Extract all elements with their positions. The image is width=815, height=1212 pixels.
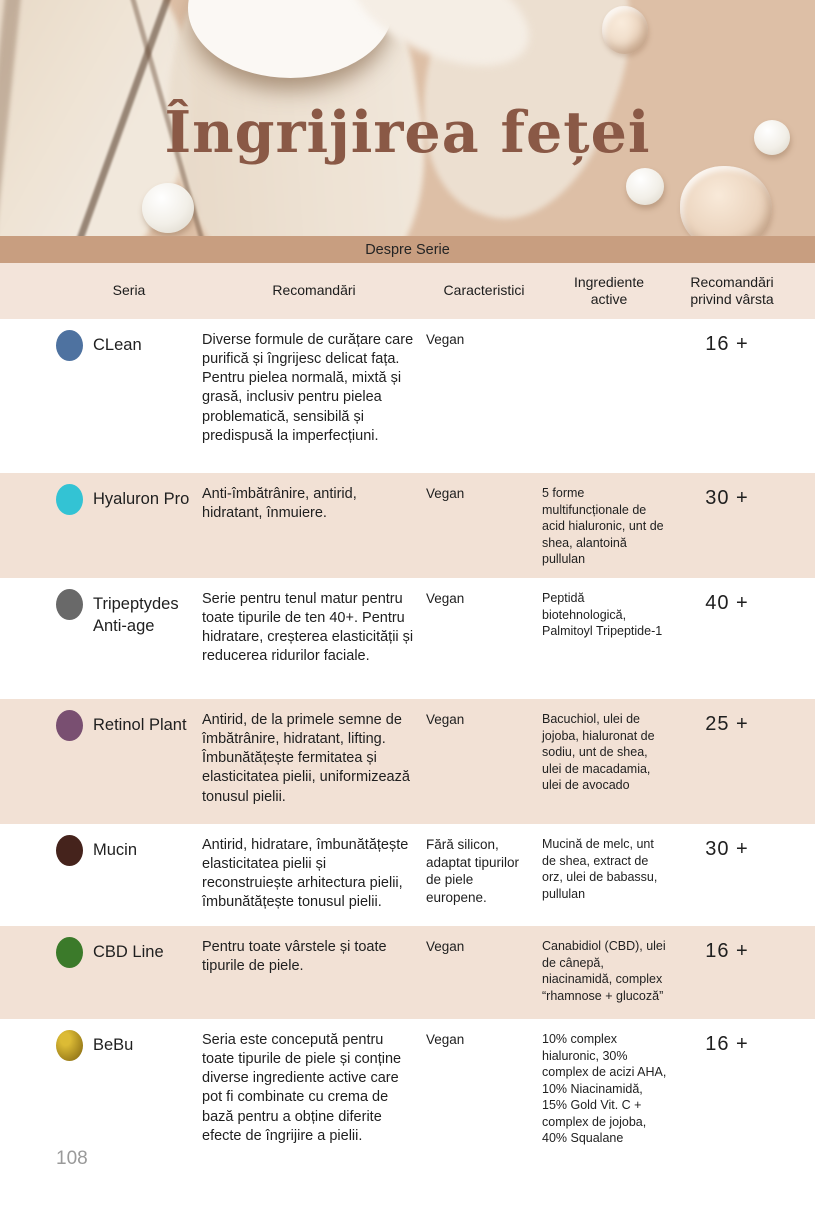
column-header-recomandari: Recomandări <box>272 282 356 299</box>
series-cell <box>56 331 202 463</box>
series-color-dot <box>56 1030 83 1061</box>
series-color-dot <box>56 937 83 968</box>
recommendations-cell: Anti-îmbătrânire, antirid, hidratant, înmuiere. <box>202 486 357 522</box>
column-header-ingrediente-active: Ingrediente active <box>573 273 645 307</box>
column-header-seria: Seria <box>112 282 146 299</box>
series-cell <box>56 938 202 1009</box>
ingredients-cell: Peptidă biotehnologică, Palmitoyl Tripeptide-1 <box>542 591 663 638</box>
recommendations-cell: Diverse formule de curățare care purifică și îngrijesc delicat fața. Pentru pielea normală, mixtă și grasă, inclusiv pentru pielea problematică, sensibilă și predispusă la imperfecțiuni. <box>202 332 414 444</box>
table-row <box>0 824 815 926</box>
recommendations-cell: Seria este concepută pentru toate tipurile de piele și conține diverse ingrediente active care pot fi combinate cu crema de bază pentru a obține diferite efecte de îngrijire a pielii. <box>202 1032 402 1144</box>
recommendations-cell: Serie pentru tenul matur pentru toate tipurile de ten 40+. Pentru hidratare, creșterea elasticității și reducerea ridurilor faciale. <box>202 591 414 665</box>
series-name: BeBu <box>93 1036 134 1054</box>
recommendations-cell: Pentru toate vârstele și toate tipurile de piele. <box>202 939 387 975</box>
age-recommendation: 40 + <box>705 592 749 614</box>
ingredients-cell <box>542 331 676 463</box>
characteristics-cell: Vegan <box>426 332 465 347</box>
series-name: Tripeptydes Anti-age <box>93 595 179 636</box>
series-color-dot <box>56 484 83 515</box>
table-row <box>0 699 815 824</box>
table-row <box>0 319 815 473</box>
page-title: Îngrijirea feței <box>164 99 651 166</box>
characteristics-cell: Fără silicon, adaptat tipurilor de piele europene. <box>426 837 520 905</box>
age-recommendation: 16 + <box>705 940 749 962</box>
pearl <box>142 183 194 233</box>
series-cell <box>56 711 202 814</box>
series-cell <box>56 1031 202 1202</box>
series-cell <box>56 485 202 568</box>
series-color-dot <box>56 835 83 866</box>
table-header-row <box>0 263 815 319</box>
column-header-recomandari-varsta: Recomandări privind vârsta <box>690 273 774 307</box>
ingredients-cell: 10% complex hialuronic, 30% complex de acizi AHA, 10% Niacinamidă, 15% Gold Vit. C + complex de jojoba, 40% Squalane <box>542 1032 667 1145</box>
series-name: Retinol Plant <box>93 716 187 734</box>
ingredients-cell: Mucină de melc, unt de shea, extract de orz, ulei de babassu, pullulan <box>542 837 658 901</box>
table-row <box>0 926 815 1019</box>
series-color-dot <box>56 589 83 620</box>
characteristics-cell: Vegan <box>426 486 465 501</box>
age-recommendation: 16 + <box>705 333 749 355</box>
recommendations-cell: Antirid, hidratare, îmbunătățește elasticitatea pielii și reconstruiește arhitectura pielii, îmbunătățește tonusul pielii. <box>202 837 409 911</box>
series-cell <box>56 590 202 689</box>
ingredients-cell: 5 forme multifuncționale de acid hialuronic, unt de shea, alantoină pullulan <box>542 486 664 566</box>
age-recommendation: 16 + <box>705 1033 749 1055</box>
series-name: CBD Line <box>93 943 164 961</box>
ingredients-cell: Canabidiol (CBD), ulei de cânepă, niacinamidă, complex “rhamnose + glucoză” <box>542 939 666 1003</box>
table-row <box>0 473 815 578</box>
age-recommendation: 25 + <box>705 713 749 735</box>
series-cell <box>56 836 202 916</box>
gel-droplet <box>680 166 772 236</box>
characteristics-cell: Vegan <box>426 939 465 954</box>
series-color-dot <box>56 330 83 361</box>
page-number: 108 <box>56 1148 88 1169</box>
series-color-dot <box>56 710 83 741</box>
age-recommendation: 30 + <box>705 838 749 860</box>
characteristics-cell: Vegan <box>426 591 465 606</box>
hero-image <box>0 0 815 236</box>
section-banner: Despre Serie <box>0 236 815 263</box>
series-name: CLean <box>93 336 142 354</box>
pearl <box>626 168 664 205</box>
characteristics-cell: Vegan <box>426 712 465 727</box>
column-header-caracteristici: Caracteristici <box>443 282 525 299</box>
table-row <box>0 578 815 699</box>
age-recommendation: 30 + <box>705 487 749 509</box>
series-name: Mucin <box>93 841 138 859</box>
table-row <box>0 1019 815 1212</box>
series-name: Hyaluron Pro <box>93 490 190 508</box>
recommendations-cell: Antirid, de la primele semne de îmbătrânire, hidratant, lifting. Îmbunătățește fermitatea și elasticitatea pielii, uniformizează tonusul pielii. <box>202 712 410 805</box>
gel-droplet <box>602 6 648 54</box>
characteristics-cell: Vegan <box>426 1032 465 1047</box>
ingredients-cell: Bacuchiol, ulei de jojoba, hialuronat de sodiu, unt de shea, ulei de macadamia, ulei de avocado <box>542 712 655 792</box>
